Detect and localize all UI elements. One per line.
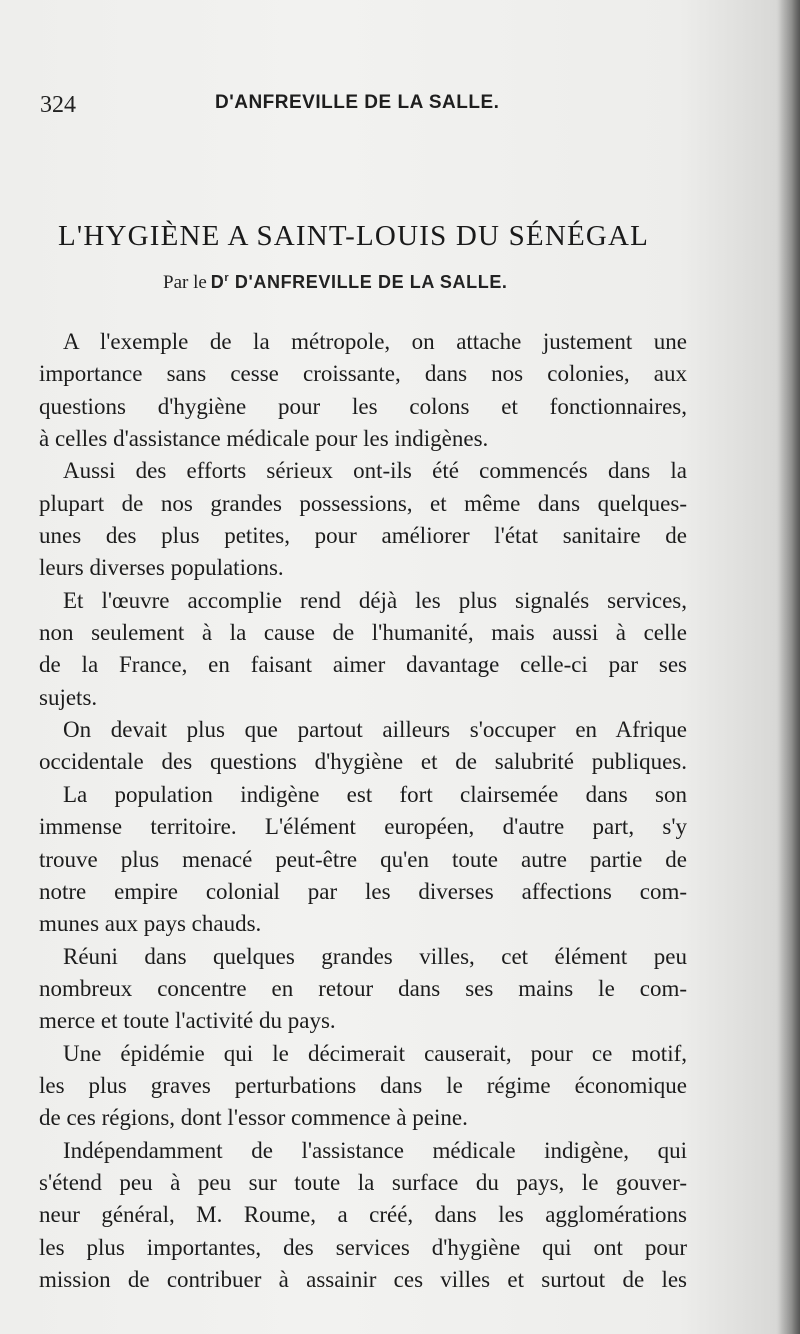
byline-par: Par le [163,272,207,293]
text-line: plupart de nos grandes possessions, et même dans quelques- [39,490,687,516]
text-line: Réuni dans quelques grandes villes, cet élément peu [63,943,687,969]
text-line: mission de contribuer à assainir ces villes et surtout de les [39,1266,687,1292]
text-line: occidentale des questions d'hygiène et de salubrité publiques. [39,749,687,775]
text-line: de ces régions, dont l'essor commence à peine. [39,1105,468,1131]
text-line: s'étend peu à peu sur toute la surface du pays, le gouver- [39,1169,687,1195]
text-line: sujets. [39,684,98,710]
text-line: immense territoire. L'élément européen, d'autre part, s'y [39,814,687,840]
text-line: munes aux pays chauds. [39,911,262,937]
spine-shadow [778,0,800,1334]
byline-doctor [211,272,508,292]
text-line: les plus graves perturbations dans le régime économique [39,1072,687,1098]
article-title: L'HYGIÈNE A SAINT-LOUIS DU SÉNÉGAL [58,220,650,252]
text-line: Et l'œuvre accomplie rend déjà les plus signalés services, [63,587,687,613]
page-header [40,92,740,122]
text-line: leurs diverses populations. [39,555,284,581]
text-line: neur général, M. Roume, a créé, dans les agglomérations [39,1202,687,1228]
text-line: A l'exemple de la métropole, on attache justement une [63,329,687,354]
text-line: de la France, en faisant aimer davantage celle-ci par ses [39,652,687,678]
doctor-sup: r [224,272,230,284]
text-line: importance sans cesse croissante, dans nos colonies, aux [39,361,687,387]
text-line: les plus importantes, des services d'hygiène qui ont pour [39,1234,687,1260]
text-line: Une épidémie qui le décimerait causerait, pour ce motif, [63,1040,687,1066]
text-line: nombreux concentre en retour dans ses mains le com- [39,975,687,1001]
byline-author: D'ANFREVILLE DE LA SALLE. [234,272,508,292]
text-line: On devait plus que partout ailleurs s'occuper en Afrique [63,717,687,743]
text-line: trouve plus menacé peut-être qu'en toute autre partie de [39,846,687,872]
text-line: merce et toute l'activité du pays. [39,1008,336,1034]
article-body [39,326,687,1296]
text-line: notre empire colonial par les diverses affections com- [39,878,687,904]
page-number: 324 [40,92,76,118]
text-line: questions d'hygiène pour les colons et fonctionnaires, [39,393,687,419]
text-line: unes des plus petites, pour améliorer l'état sanitaire de [39,523,687,549]
byline [163,272,623,294]
text-line: à celles d'assistance médicale pour les indigènes. [39,426,489,452]
text-line: Aussi des efforts sérieux ont-ils été commencés dans la [63,458,687,484]
running-head: D'ANFREVILLE DE LA SALLE. [215,92,500,113]
text-line: Indépendamment de l'assistance médicale indigène, qui [63,1137,687,1163]
doctor-abbrev: D [210,272,225,292]
text-line: non seulement à la cause de l'humanité, mais aussi à celle [39,620,687,646]
text-line: La population indigène est fort clairsemée dans son [63,781,687,807]
